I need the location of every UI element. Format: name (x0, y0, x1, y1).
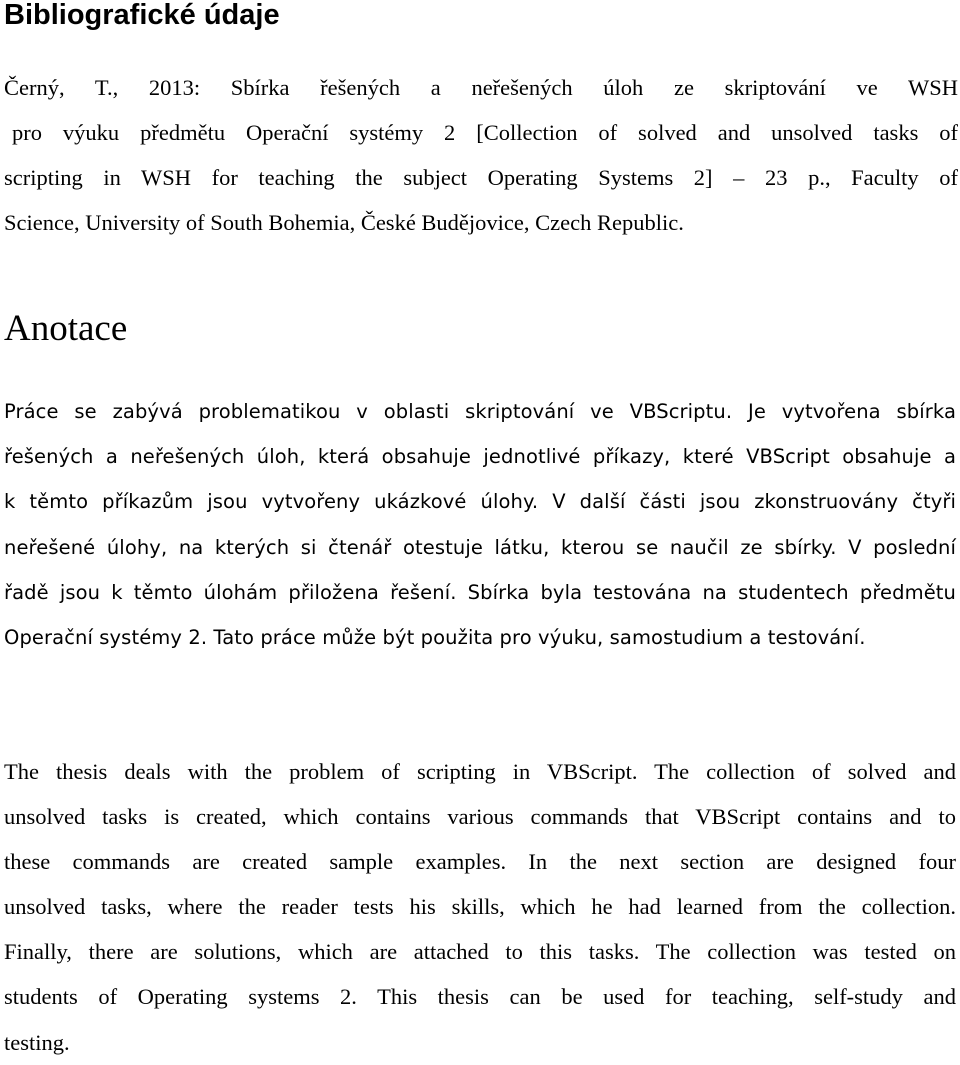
annotation-english-line: students of Operating systems 2. This thesis can be used for teaching, self-study and (4, 984, 956, 1010)
annotation-czech-line: k těmto příkazům jsou vytvořeny ukázkové úlohy. V další části jsou zkonstruovány čtyři (4, 490, 956, 514)
bibliographic-line: scripting in WSH for teaching the subject Operating Systems 2] – 23 p., Faculty of (4, 165, 958, 190)
annotation-czech-line: řadě jsou k těmto úlohám přiložena řešení. Sbírka byla testována na studentech předmětu (4, 580, 956, 604)
annotation-english-line: Finally, there are solutions, which are attached to this tasks. The collection was tested on (4, 939, 956, 965)
bibliographic-entry (4, 65, 958, 245)
annotation-english-line: unsolved tasks, where the reader tests his skills, which he had learned from the collection. (4, 894, 956, 920)
heading-bibliographic-data: Bibliografické údaje (4, 0, 280, 31)
annotation-english-line: unsolved tasks is created, which contains various commands that VBScript contains and to (4, 804, 956, 830)
annotation-czech-line: Operační systémy 2. Tato práce může být použita pro výuku, samostudium a testování. (4, 626, 866, 650)
heading-annotation: Anotace (4, 308, 128, 349)
annotation-english (4, 749, 956, 1065)
bibliographic-line: Science, University of South Bohemia, České Budějovice, Czech Republic. (4, 210, 684, 235)
bibliographic-line: pro výuku předmětu Operační systémy 2 [Collection of solved and unsolved tasks of (12, 120, 958, 145)
annotation-czech-line: Práce se zabývá problematikou v oblasti skriptování ve VBScriptu. Je vytvořena sbírka (4, 400, 956, 423)
annotation-english-line: these commands are created sample examples. In the next section are designed four (4, 849, 956, 875)
annotation-english-line: testing. (4, 1029, 70, 1055)
annotation-czech (4, 389, 956, 660)
annotation-czech-line: neřešené úlohy, na kterých si čtenář otestuje látku, kterou se naučil ze sbírky. V poslední (4, 535, 956, 559)
annotation-czech-line: řešených a neřešených úloh, která obsahuje jednotlivé příkazy, které VBScript obsahuje a (4, 445, 956, 469)
bibliographic-line: Černý, T., 2013: Sbírka řešených a neřešených úloh ze skriptování ve WSH (4, 75, 958, 100)
annotation-english-line: The thesis deals with the problem of scripting in VBScript. The collection of solved and (4, 759, 956, 784)
